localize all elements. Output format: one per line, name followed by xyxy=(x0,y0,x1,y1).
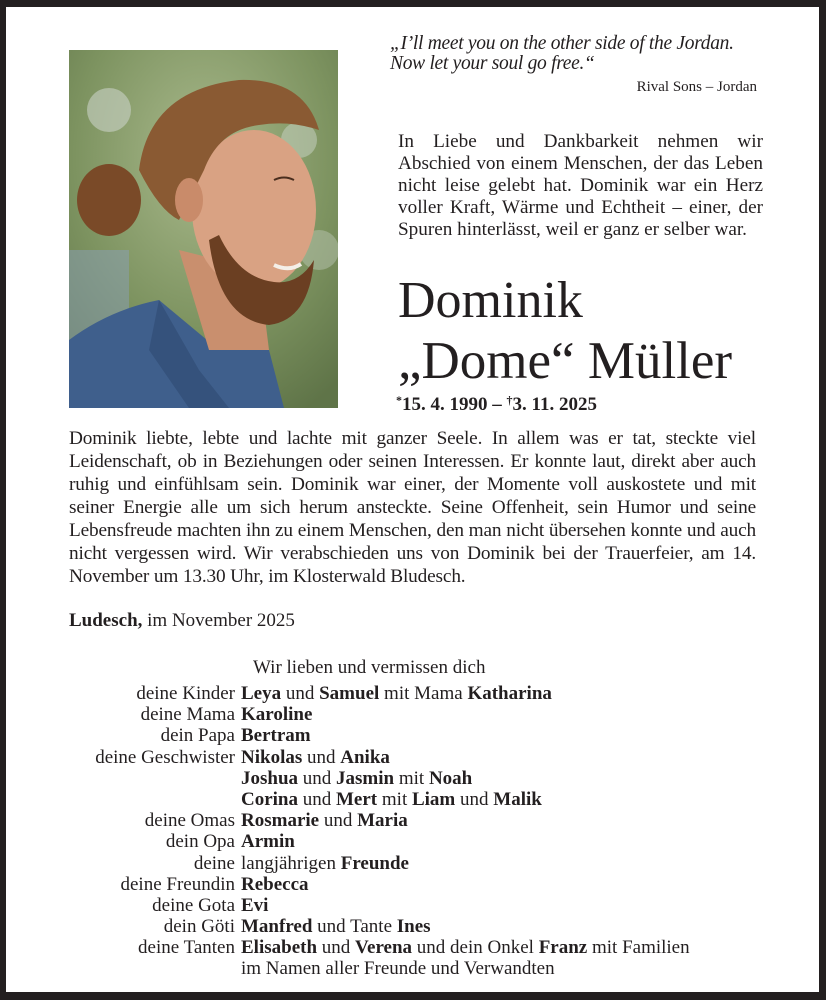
relation-label: deine Tanten xyxy=(138,937,235,959)
mourner-name: Katharina xyxy=(467,683,552,704)
mourner-row xyxy=(6,916,819,937)
mourner-row xyxy=(6,895,819,916)
mourner-name: Liam xyxy=(411,788,456,810)
connector-text: und xyxy=(317,937,356,959)
family-intro: Wir lieben und vermissen dich xyxy=(253,657,486,678)
connector-text: und xyxy=(302,746,341,768)
mourner-name: Noah xyxy=(428,767,473,789)
mourner-name: Corina xyxy=(241,788,298,810)
relation-label xyxy=(6,768,241,789)
relation-label xyxy=(6,958,241,979)
relation-label: dein Göti xyxy=(163,916,235,938)
birth-date: 15. 4. 1990 xyxy=(402,394,488,415)
mourner-name: Malik xyxy=(493,788,542,810)
relation-label: deine Freundin xyxy=(120,873,235,895)
mourner-names xyxy=(241,958,819,979)
connector-text: und xyxy=(455,788,494,810)
mourner-row xyxy=(6,810,819,831)
mourner-row xyxy=(6,683,819,704)
mourner-names xyxy=(241,747,819,768)
obituary-card xyxy=(6,7,819,992)
mourner-names xyxy=(241,831,819,852)
connector-text: langjährigen xyxy=(241,852,341,874)
mourner-names xyxy=(241,853,819,874)
connector-text: und xyxy=(298,788,336,810)
mourner-names xyxy=(241,895,819,916)
mourner-names xyxy=(241,874,819,895)
mourner-name: Maria xyxy=(357,810,408,832)
mourner-names xyxy=(241,937,819,958)
date-separator: – xyxy=(487,394,507,415)
mourner-row xyxy=(6,831,819,852)
relation-label: deine Kinder xyxy=(136,683,235,704)
deceased-first-name: Dominik xyxy=(398,272,583,329)
connector-text: und dein Onkel xyxy=(412,937,539,959)
mourner-name: Franz xyxy=(538,937,588,959)
mourner-row xyxy=(6,937,819,958)
connector-text: und xyxy=(319,810,358,832)
mourner-names xyxy=(241,683,819,704)
relation-label: dein Papa xyxy=(160,725,235,747)
connector-text: und Tante xyxy=(312,916,397,938)
biography-paragraph: Dominik liebte, lebte und lachte mit ganzer Seele. In allem was er tat, steckte viel Leidenschaft, ob in Beziehungen oder seinen Interessen. Er konnte laut, direkt aber auch ruhig und einfühlsam sein. Dominik war einer, der Momente voll auskostete und mit seiner Energie alle um sich herum ansteckte. Seine Offenheit, sein Humor und seine Lebensfreude machten ihn zu einem Menschen, den man nicht übersehen konnte und auch nicht vergessen wird. Wir verabschieden uns von Dominik bei der Trauerfeier, am 14. November um 13.30 Uhr, im Klosterwald Bludesch. xyxy=(69,428,756,587)
mourner-names xyxy=(241,916,819,937)
relation-label: deine Omas xyxy=(144,810,235,832)
mourner-names xyxy=(241,810,819,831)
connector-text: und xyxy=(281,683,320,704)
relation-label: deine Geschwister xyxy=(95,746,235,768)
mourner-row xyxy=(6,874,819,895)
mourner-name: Jasmin xyxy=(336,767,395,789)
life-dates xyxy=(396,393,597,416)
mourner-name: Anika xyxy=(340,746,390,768)
place-and-date xyxy=(69,610,295,632)
mourner-names xyxy=(241,704,819,725)
mourner-name: Verena xyxy=(355,937,413,959)
relation-label: deine Gota xyxy=(152,894,235,916)
mourner-name: Armin xyxy=(241,831,295,853)
death-date: 3. 11. 2025 xyxy=(512,394,597,415)
mourner-row xyxy=(6,704,819,725)
mourner-row xyxy=(6,789,819,810)
relation-label xyxy=(6,789,241,810)
connector-text: mit xyxy=(394,767,429,789)
mourner-name: Rosmarie xyxy=(241,810,320,832)
relation-label: deine Mama xyxy=(140,704,235,726)
mourner-name: Rebecca xyxy=(241,873,309,895)
mourner-name: Evi xyxy=(241,894,269,916)
mourner-row xyxy=(6,747,819,768)
mourners-list xyxy=(6,683,819,980)
connector-text: mit Mama xyxy=(379,683,468,704)
place-town: Ludesch, xyxy=(69,610,143,631)
deceased-nickname-surname: „Dome“ Müller xyxy=(398,332,733,390)
mourner-name: Joshua xyxy=(241,767,299,789)
quote-attribution: Rival Sons – Jordan xyxy=(636,79,757,95)
epigraph-quote xyxy=(390,34,790,74)
connector-text: mit Familien xyxy=(587,937,690,959)
death-cross-icon: † xyxy=(506,393,513,407)
connector-text: mit xyxy=(377,788,412,810)
portrait-image xyxy=(69,50,338,408)
mourner-name: Karoline xyxy=(241,704,313,726)
mourner-row xyxy=(6,853,819,874)
relation-label: deine xyxy=(193,852,235,874)
mourner-name: Mert xyxy=(336,788,378,810)
intro-paragraph: In Liebe und Dankbarkeit nehmen wir Abschied von einem Menschen, der das Leben nicht leise gelebt hat. Dominik war ein Herz voller Kraft, Wärme und Echtheit – einer, der Spuren hinterlässt, weil er ganz er selber war. xyxy=(398,131,763,240)
mourner-name: Bertram xyxy=(241,725,311,747)
mourner-name: Freunde xyxy=(340,852,409,874)
mourner-name: Samuel xyxy=(319,683,380,704)
connector-text: im Namen aller Freunde und Verwandten xyxy=(241,958,555,980)
connector-text: und xyxy=(298,767,337,789)
mourner-names xyxy=(241,768,819,789)
mourner-name: Manfred xyxy=(241,916,313,938)
birth-star-icon: * xyxy=(396,393,402,407)
mourner-name: Leya xyxy=(241,683,282,704)
mourner-names xyxy=(241,725,819,746)
portrait-photo xyxy=(69,50,338,408)
mourner-names xyxy=(241,789,819,810)
mourner-name: Elisabeth xyxy=(241,937,318,959)
mourner-row xyxy=(6,768,819,789)
quote-line-1: „I’ll meet you on the other side of the Jordan. xyxy=(390,33,734,54)
mourner-name: Ines xyxy=(396,916,431,938)
mourner-row xyxy=(6,725,819,746)
quote-line-2: Now let your soul go free.“ xyxy=(390,53,595,74)
mourner-name: Nikolas xyxy=(241,746,303,768)
mourner-row xyxy=(6,958,819,979)
relation-label: dein Opa xyxy=(165,831,235,853)
place-date: im November 2025 xyxy=(142,610,295,631)
